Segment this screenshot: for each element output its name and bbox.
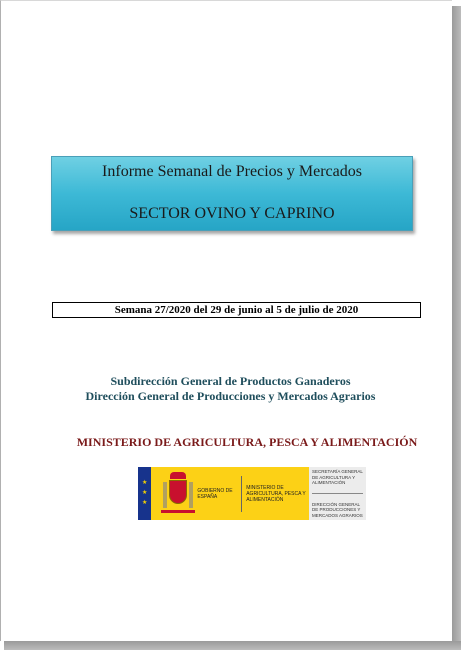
page-shadow-right: [452, 6, 461, 650]
ministry-name: MINISTERIO DE AGRICULTURA, PESCA Y ALIMENTACIÓN: [76, 435, 418, 449]
logo-gray-band: [309, 467, 366, 520]
week-range: Semana 27/2020 del 29 de junio al 5 de julio de 2020: [52, 302, 421, 318]
subdirection-name: Subdirección General de Productos Ganaderos: [110, 374, 351, 388]
report-sector: SECTOR OVINO Y CAPRINO: [129, 205, 335, 222]
logo-gray-divider: [312, 493, 363, 494]
eu-flag-icon: ★ ★ ★: [138, 467, 151, 520]
government-logo: [138, 467, 366, 520]
page-shadow-bottom: [4, 641, 461, 650]
logo-yellow-band: [151, 467, 309, 520]
report-title: Informe Semanal de Precios y Mercados: [102, 163, 362, 180]
logo-direction-text: DIRECCIÓN GENERAL DE PRODUCCIONES Y MERCADOS AGRARIOS: [312, 501, 363, 518]
logo-secretariat-text: SECRETARÍA GENERAL DE AGRICULTURA Y ALIMENTACIÓN: [312, 469, 363, 485]
direction-name: Dirección General de Producciones y Mercados Agrarios: [85, 389, 376, 403]
logo-government-text: GOBIERNO DE ESPAÑA: [197, 487, 233, 500]
logo-divider: [241, 476, 242, 512]
report-title-box: [51, 156, 413, 231]
logo-ministry-text: MINISTERIO DE AGRICULTURA, PESCA Y ALIMENTACIÓN: [246, 484, 306, 503]
coat-of-arms-icon: [161, 472, 193, 516]
